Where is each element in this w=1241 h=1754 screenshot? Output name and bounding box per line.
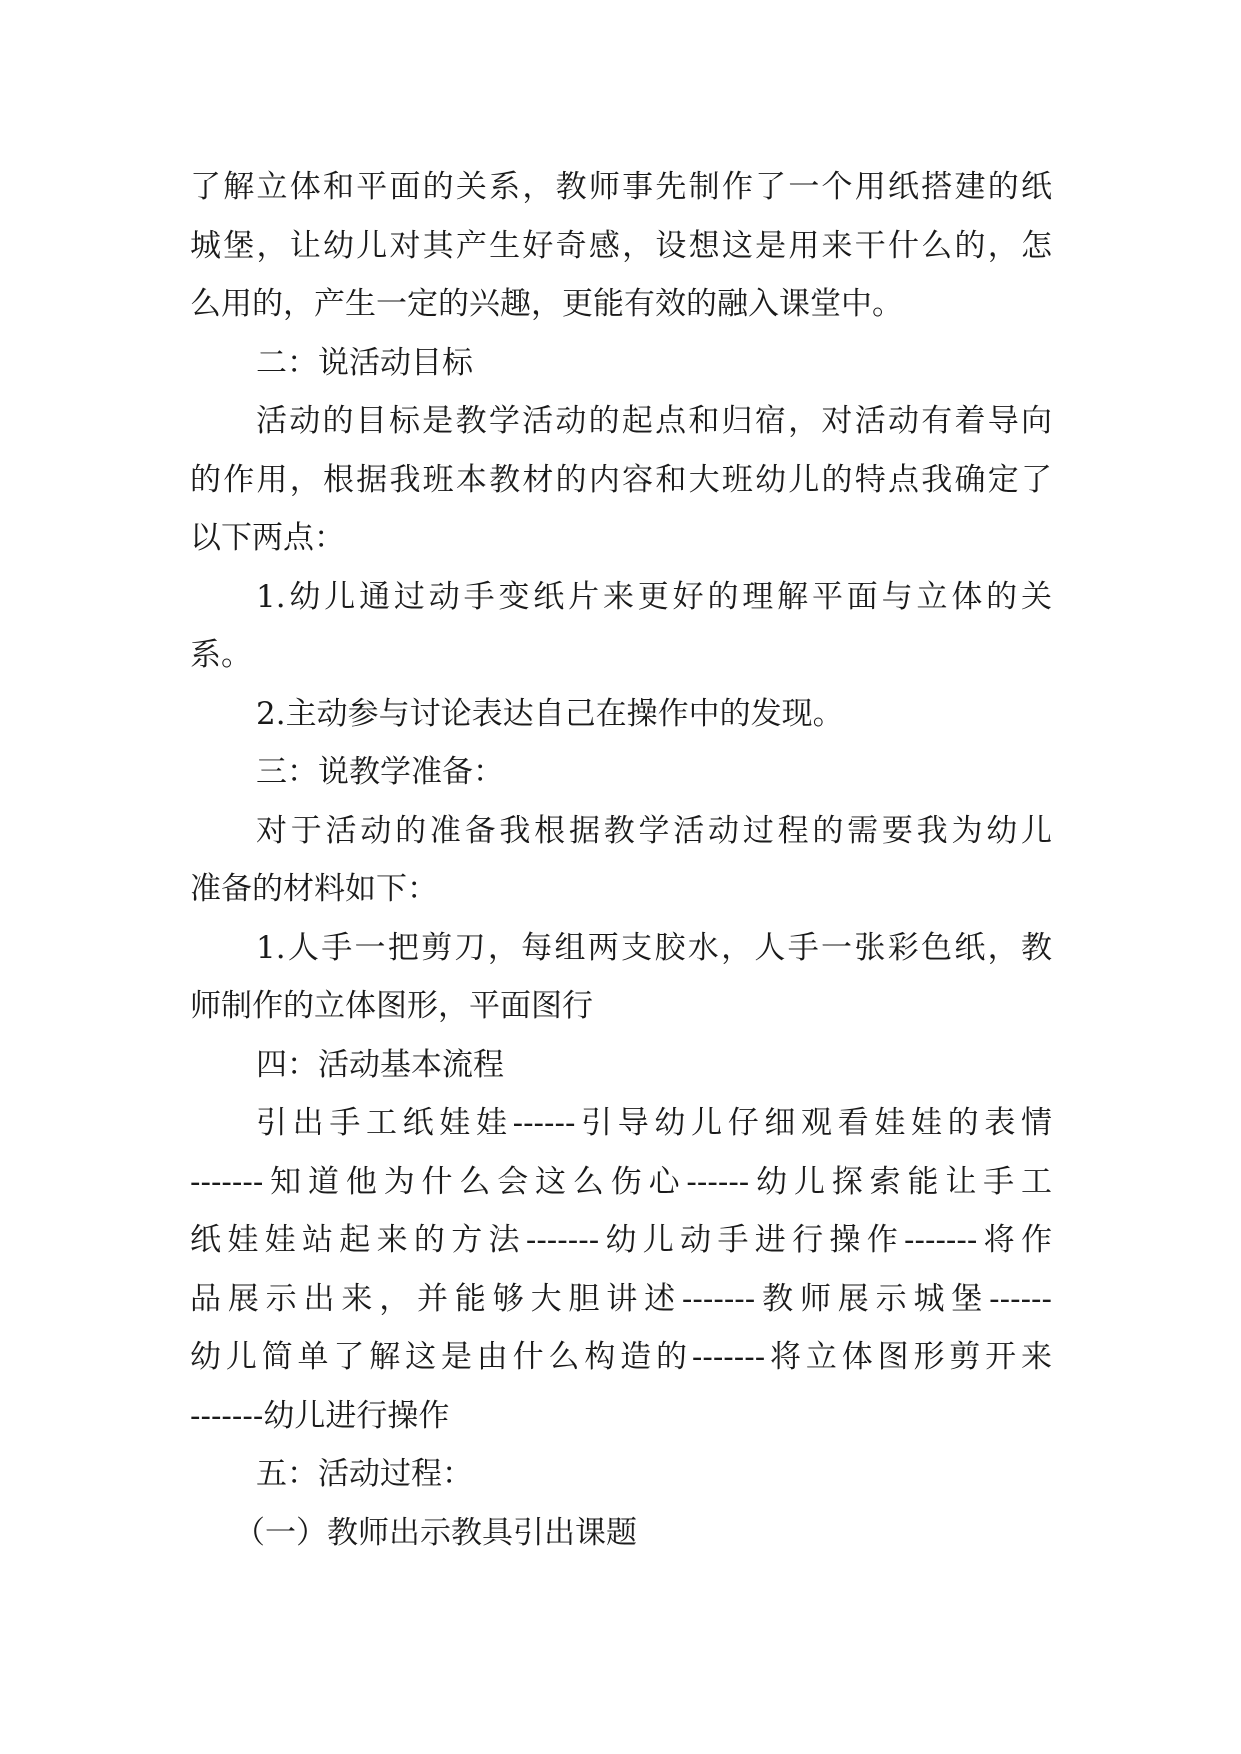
section-heading: 四：活动基本流程 [256, 1046, 504, 1083]
text-line: 品展示出来，并能够大胆讲述-------教师展示城堡------ [190, 1280, 1052, 1317]
section-heading: 三：说教学准备： [256, 754, 504, 790]
subsection-heading: （一）教师出示教具引出课题 [234, 1514, 637, 1551]
text-line: 引出手工纸娃娃------引导幼儿仔细观看娃娃的表情 [256, 1105, 1052, 1141]
text-line: 么用的，产生一定的兴趣，更能有效的融入课堂中。 [190, 286, 903, 322]
text-line: -------幼儿进行操作 [190, 1397, 450, 1434]
section-heading: 五：活动过程： [256, 1456, 473, 1492]
text-line: -------知道他为什么会这么伤心------幼儿探索能让手工 [190, 1163, 1052, 1200]
section-heading: 二：说活动目标 [256, 344, 473, 381]
text-line: 城堡，让幼儿对其产生好奇感，设想这是用来干什么的，怎 [190, 227, 1052, 264]
text-line: 活动的目标是教学活动的起点和归宿，对活动有着导向 [256, 403, 1052, 439]
list-item: 1.人手一把剪刀，每组两支胶水，人手一张彩色纸，教 [256, 929, 1052, 966]
document-body [190, 158, 1052, 1562]
text-line: 纸娃娃站起来的方法-------幼儿动手进行操作-------将作 [190, 1222, 1052, 1258]
text-line: 幼儿简单了解这是由什么构造的-------将立体图形剪开来 [190, 1339, 1052, 1375]
text-line: 以下两点： [190, 520, 345, 556]
text-line: 准备的材料如下： [190, 871, 438, 907]
text-line: 对于活动的准备我根据教学活动过程的需要我为幼儿 [256, 812, 1052, 849]
text-line: 师制作的立体图形，平面图行 [190, 988, 593, 1024]
text-line: 的作用，根据我班本教材的内容和大班幼儿的特点我确定了 [190, 461, 1052, 498]
text-line: 了解立体和平面的关系，教师事先制作了一个用纸搭建的纸 [190, 169, 1052, 205]
list-item: 1.幼儿通过动手变纸片来更好的理解平面与立体的关 [256, 578, 1052, 615]
list-item: 2.主动参与讨论表达自己在操作中的发现。 [256, 695, 844, 732]
text-line: 系。 [190, 637, 252, 673]
